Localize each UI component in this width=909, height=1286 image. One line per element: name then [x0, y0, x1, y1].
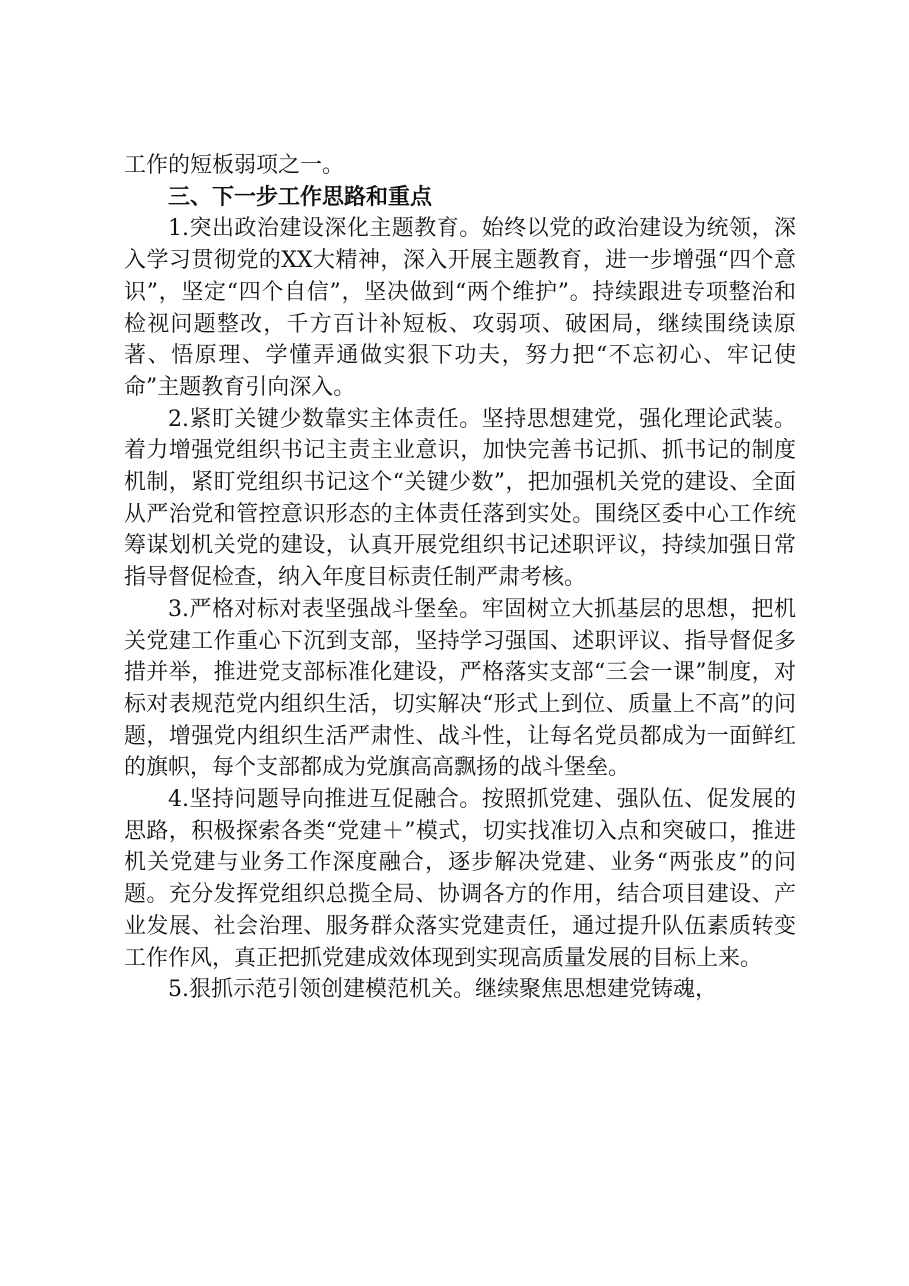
paragraph-1: 1.突出政治建设深化主题教育。始终以党的政治建设为统领，深入学习贯彻党的XX大精神，深入开展主题教育，进一步增强“四个意识”，坚定“四个自信”，坚决做到“两个维护”。持续跟进专项整治和检视问题整改，千方百计补短板、攻弱项、破困局，继续围绕读原著、悟原理、学懂弄通做实狠下功夫，努力把“不忘初心、牢记使命”主题教育引向深入。	[124, 216, 796, 400]
paragraph-5: 5.狠抓示范引领创建模范机关。继续聚焦思想建党铸魂，	[168, 977, 717, 1003]
paragraph-4: 4.坚持问题导向推进互促融合。按照抓党建、强队伍、促发展的思路，积极探索各类“党建＋”模式，切实找准切入点和突破口，推进机关党建与业务工作深度融合，逐步解决党建、业务“两张皮”的问题。充分发挥党组织总揽全局、协调各方的作用，结合项目建设、产业发展、社会治理、服务群众落实党建责任，通过提升队伍素质转变工作作风，真正把抓党建成效体现到实现高质量发展的目标上来。	[124, 787, 796, 971]
paragraph-2: 2.紧盯关键少数靠实主体责任。坚持思想建党，强化理论武装。着力增强党组织书记主责主业意识，加快完善书记抓、抓书记的制度机制，紧盯党组织书记这个“关键少数”，把加强机关党的建设、全面从严治党和管控意识形态的主体责任落到实处。围绕区委中心工作统筹谋划机关党的建设，认真开展党组织书记述职评议，持续加强日常指导督促检查，纳入年度目标责任制严肃考核。	[124, 406, 796, 591]
document-body	[124, 150, 796, 1006]
carryover-text: 工作的短板弱项之一。	[124, 153, 345, 178]
section-heading: 三、下一步工作思路和重点	[168, 184, 433, 210]
paragraph-3: 3.严格对标对表坚强战斗堡垒。牢固树立大抓基层的思想，把机关党建工作重心下沉到支部，坚持学习强国、述职评议、指导督促多措并举，推进党支部标准化建设，严格落实支部“三会一课”制度，对标对表规范党内组织生活，切实解决“形式上到位、质量上不高”的问题，增强党内组织生活严肃性、战斗性，让每名党员都成为一面鲜红的旗帜，每个支部都成为党旗高高飘扬的战斗堡垒。	[124, 596, 796, 781]
